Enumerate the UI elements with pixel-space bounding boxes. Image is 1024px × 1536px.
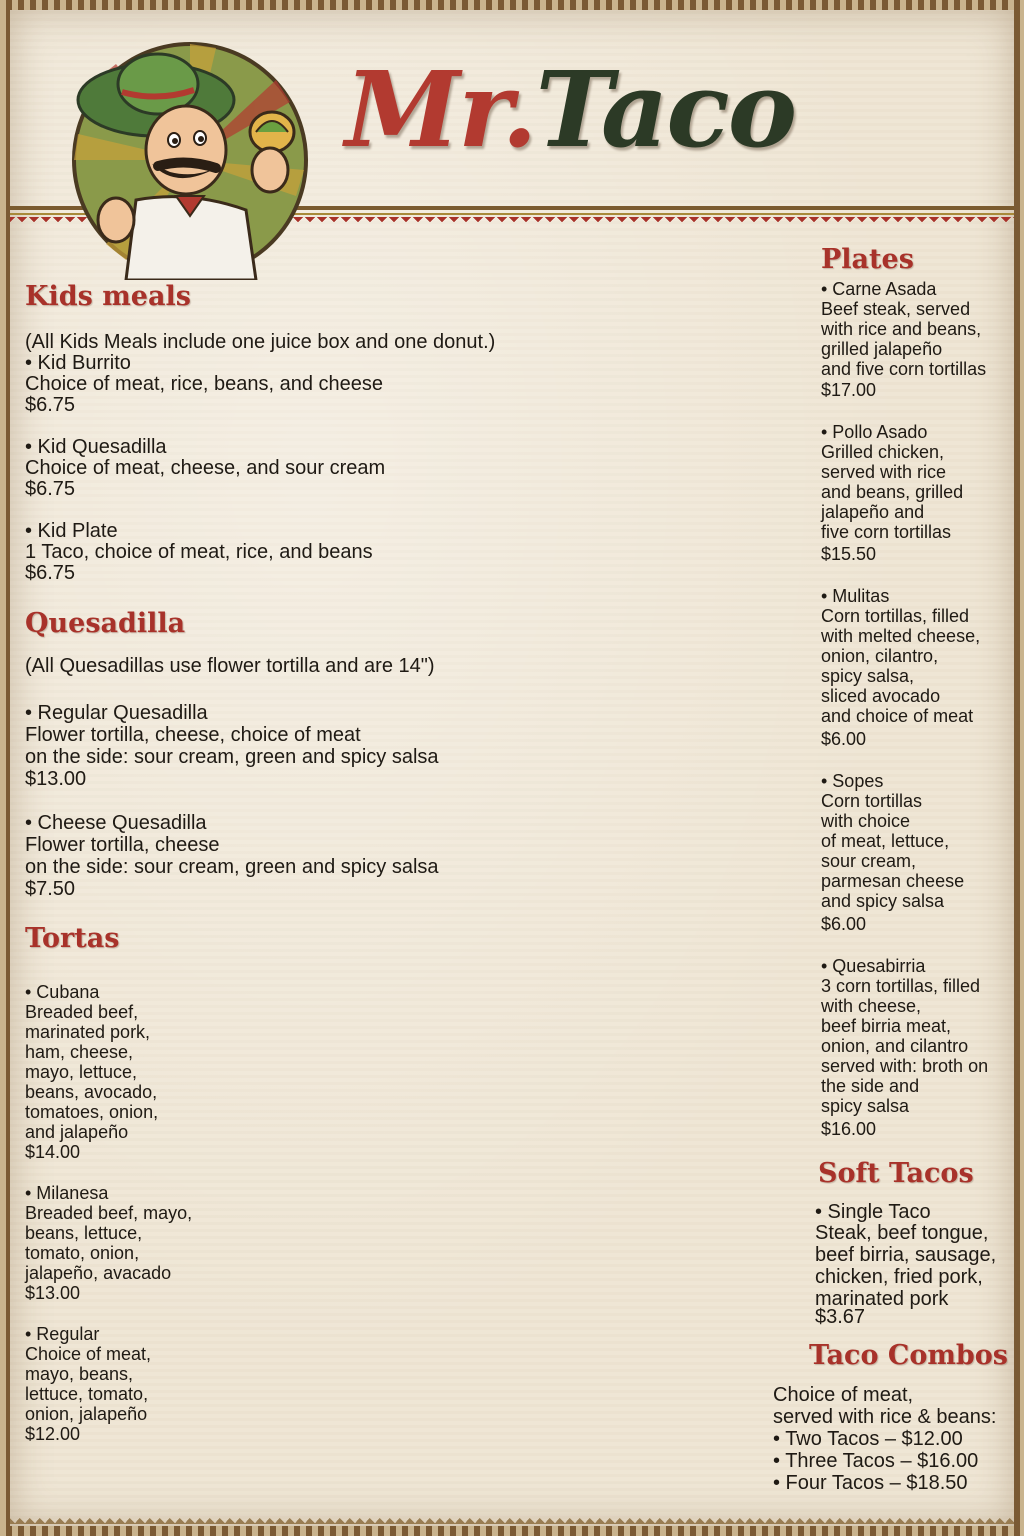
item-name: • Carne Asada	[821, 279, 937, 299]
item-desc: Steak, beef tongue, beef birria, sausage, chicken, fried pork, marinated pork	[815, 1222, 997, 1310]
item-price: $6.75	[25, 562, 76, 584]
mascot-logo	[66, 40, 314, 280]
brand-taco: Taco	[535, 48, 796, 171]
footer-border	[10, 1510, 1014, 1524]
item-name: • Single Taco	[815, 1201, 931, 1223]
tortas-title: Tortas	[25, 923, 120, 954]
item-price: $6.75	[25, 394, 76, 416]
brand-mr: Mr.	[345, 48, 536, 171]
item-desc: Choice of meat, mayo, beans, lettuce, tomato, onion, jalapeño	[25, 1344, 152, 1424]
item-price: $17.00	[821, 380, 877, 400]
plates-title: Plates	[821, 244, 914, 275]
kids-meals-title: Kids meals	[25, 281, 191, 312]
item-name: • Sopes	[821, 771, 884, 791]
item-name: • Pollo Asado	[821, 422, 928, 442]
item-desc: 3 corn tortillas, filled with cheese, beef birria meat, onion, and cilantro served with: broth on the side and spicy salsa	[821, 976, 989, 1116]
item-price: $6.00	[821, 729, 867, 749]
item-desc: Choice of meat, rice, beans, and cheese	[25, 373, 383, 395]
item-desc: Breaded beef, mayo, beans, lettuce, tomato, onion, jalapeño, avacado	[25, 1203, 193, 1283]
taco-combos-title: Taco Combos	[809, 1340, 1009, 1371]
item-desc: Corn tortillas, filled with melted cheese, onion, cilantro, spicy salsa, sliced avocado and choice of meat	[821, 606, 981, 726]
item-desc: Grilled chicken, served with rice and beans, grilled jalapeño and five corn tortillas	[821, 442, 964, 542]
item-name: • Kid Quesadilla	[25, 436, 167, 458]
item-price: $16.00	[821, 1119, 877, 1139]
item-desc: Breaded beef, marinated pork, ham, cheese, mayo, lettuce, beans, avocado, tomatoes, onion, and jalapeño	[25, 1002, 159, 1142]
brand-title	[345, 48, 796, 171]
soft-tacos-title: Soft Tacos	[818, 1158, 974, 1189]
kids-meals-note: (All Kids Meals include one juice box and one donut.)	[25, 331, 496, 353]
item-price: $6.75	[25, 478, 76, 500]
item-name: • Cheese Quesadilla	[25, 812, 207, 834]
item-name: • Regular Quesadilla	[25, 702, 208, 724]
item-price: $15.50	[821, 544, 877, 564]
item-desc: Beef steak, served with rice and beans, grilled jalapeño and five corn tortillas	[821, 299, 987, 379]
item-price: $7.50	[25, 878, 76, 900]
item-desc: 1 Taco, choice of meat, rice, and beans	[25, 541, 373, 563]
item-name: • Regular	[25, 1324, 100, 1344]
quesadilla-title: Quesadilla	[25, 608, 186, 639]
item-name: • Cubana	[25, 982, 100, 1002]
item-desc: Flower tortilla, cheese on the side: sour cream, green and spicy salsa	[25, 834, 439, 878]
quesadilla-note: (All Quesadillas use flower tortilla and are 14")	[25, 655, 435, 677]
item-price: $3.67	[815, 1306, 866, 1328]
taco-combos-text: Choice of meat, served with rice & beans: • Two Tacos – $12.00 • Three Tacos – $16.00 • Four Tacos – $18.50	[773, 1384, 997, 1494]
item-price: $13.00	[25, 768, 87, 790]
item-price: $13.00	[25, 1283, 81, 1303]
item-name: • Kid Plate	[25, 520, 118, 542]
item-name: • Quesabirria	[821, 956, 926, 976]
item-desc: Choice of meat, cheese, and sour cream	[25, 457, 386, 479]
item-desc: Flower tortilla, cheese, choice of meat on the side: sour cream, green and spicy salsa	[25, 724, 439, 768]
item-desc: Corn tortillas with choice of meat, lettuce, sour cream, parmesan cheese and spicy salsa	[821, 791, 965, 911]
item-price: $6.00	[821, 914, 867, 934]
item-price: $14.00	[25, 1142, 81, 1162]
item-name: • Milanesa	[25, 1183, 109, 1203]
item-name: • Mulitas	[821, 586, 890, 606]
item-price: $12.00	[25, 1424, 81, 1444]
item-name: • Kid Burrito	[25, 352, 131, 374]
